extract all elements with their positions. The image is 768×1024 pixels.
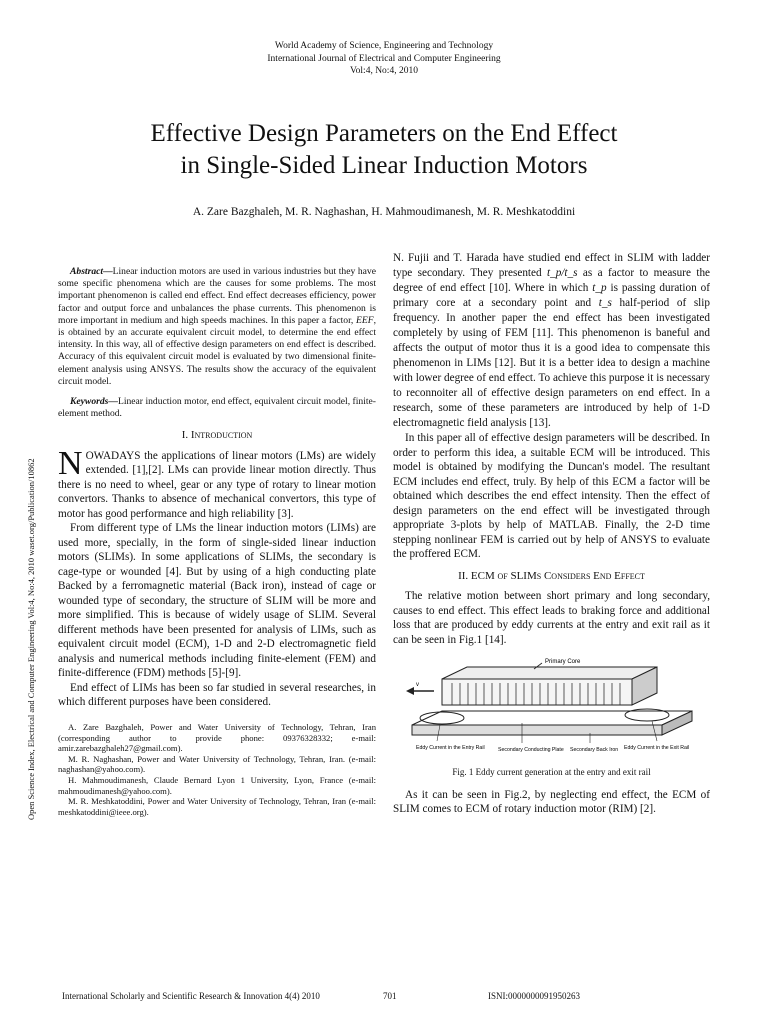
figure-1-caption: Fig. 1 Eddy current generation at the entry and exit rail xyxy=(452,767,651,777)
intro-paragraph-1 xyxy=(58,444,376,522)
footnotes xyxy=(58,722,376,817)
footer-page-number: 701 xyxy=(383,991,397,1001)
intro-paragraph-2: From different type of LMs the linear induction motors (LIMs) are used more, specially, in the form of single-sided linear induction motors (SLIMs). In some applications of SLIMs, the secondary is cage-type or wounded [4]. But by using of a high conducting plate Backed by a ferromagnetic material (Back iron), instead of cage or wounded type of secondary, the structure of SLIM will be more and more simplified. This is because of widely usage of SLIM. Several different methods have been presented for analysis of LIMs, such as equivalent circuit model (ECM), 1-D and 2-D electromagnetic field analysis and numerical methods including finite-element (FEM) and finite-difference (FDM) methods [5]-[9]. xyxy=(58,522,376,680)
label-back-iron: Secondary Back Iron xyxy=(569,747,618,753)
abstract-text-2: , is obtained by an accurate equivalent circuit model, to determine the end effect intensity. In this way, all of effective design parameters on end effect is described. Accuracy of this equivalent circuit model is evaluated by two dimensional finite-element analysis using ANSYS. The results show the accuracy of the equivalent circuit model. xyxy=(58,314,376,387)
footnote-1: A. Zare Bazghaleh, Power and Water University of Technology, Tehran, Iran (corresponding author to provide phone: 09376328332; e-mail: amir.zarebazghaleh27@gmail.com). xyxy=(58,721,376,754)
abstract-dash: — xyxy=(103,266,113,277)
intro-p1-text: OWADAYS the applications of linear motors (LMs) are widely extended. [1],[2]. LMs can provide linear motion directly. Thus there is no need to wheel, gear or any type of rotary to linear motion convertors. Thanks to absence of mechanical convertors, this type of motor has good performance and high reliability [3]. xyxy=(58,449,376,520)
header-line-2: International Journal of Electrical and Computer Engineering xyxy=(267,53,501,64)
side-note: Open Science Index, Electrical and Computer Engineering Vol:4, No:4, 2010 waset.org/Publication/10862 xyxy=(26,458,36,820)
label-conducting-plate: Secondary Conducting Plate xyxy=(497,747,564,753)
intro-paragraph-3: End effect of LIMs has been so far studied in several researches, in which different purposes have been considered. xyxy=(58,681,376,709)
abstract-label: Abstract xyxy=(70,266,104,277)
keywords-text: Linear induction motor, end effect, equivalent circuit model, finite-element method. xyxy=(58,396,376,420)
right-p1d: half-period of slip frequency. In another paper the end effect has been investigated completely by using of FEM [11]. This phenomenon is baneful and affects the output of motor thus it is a good idea to compensate this phenomenon in LIMs [12]. But it is a better idea to design a machine with lower degree of end effect. To achieve this purpose it is necessary to reconnoiter all of effective design parameters on end effect. In a research, some of these parameters are introduced by help of 1-D electromagnetic field analysis [13]. xyxy=(393,297,710,429)
journal-header xyxy=(0,40,768,78)
section-2-title: ECM of SLIMs Considers End Effect xyxy=(470,569,645,582)
right-paragraph-4: As it can be seen in Fig.2, by neglecting end effect, the ECM of SLIM comes to ECM of rotary induction motor (RIM) [2]. xyxy=(393,788,710,815)
header-line-3: Vol:4, No:4, 2010 xyxy=(350,66,418,76)
drop-cap: N xyxy=(58,444,83,482)
authors: A. Zare Bazghaleh, M. R. Naghashan, H. Mahmoudimanesh, M. R. Meshkatoddini xyxy=(192,206,576,218)
title-line-1: Effective Design Parameters on the End Effect xyxy=(150,120,618,147)
right-column xyxy=(393,251,710,817)
right-p1c: is passing duration of primary core at a secondary point and xyxy=(393,282,710,309)
section-2-number: II. xyxy=(458,569,469,582)
paper-title xyxy=(40,118,728,182)
figure-1 xyxy=(402,655,702,761)
footnote-4: M. R. Meshkatoddini, Power and Water University of Technology, Tehran, Iran (e-mail: meshkatoddini@ieee.org). xyxy=(58,796,376,817)
section-1-title: Introduction xyxy=(190,429,253,442)
footnote-2: M. R. Naghashan, Power and Water University of Technology, Tehran, Iran. (e-mail: naghashan@yahoo.com). xyxy=(58,753,376,775)
section-heading-introduction xyxy=(58,428,376,443)
footer-publisher: International Scholarly and Scientific Research & Innovation 4(4) 2010 xyxy=(62,991,320,1001)
right-paragraph-2: In this paper all of effective design parameters will be described. In order to perform this idea, a suitable ECM will be introduced. This model is obtained by modifying the Duncan's model. The resultant ECM includes end effect, truly. By help of this ECM a factor will be obtained which describes the end effect intensity. Then the effect of design parameters on the end effect will be investigated through appropriate 3-plots by help of MATLAB. Finally, the 2-D time stepping nonlinear FEM is carried out by help of ANSYS to evaluate the proffered ECM. xyxy=(393,432,710,560)
section-1-number: I. xyxy=(181,429,189,442)
right-paragraph-1 xyxy=(393,251,710,431)
abstract xyxy=(58,266,376,388)
section-heading-ecm xyxy=(393,569,710,584)
right-p1a: N. Fujii and T. Harada have studied end effect in SLIM with ladder type secondary. They presented xyxy=(393,252,710,279)
right-p1b: as a factor to measure the degree of end effect [10]. Where in which xyxy=(393,267,711,294)
header-line-1: World Academy of Science, Engineering and Technology xyxy=(274,41,494,51)
ts-symbol: t_s xyxy=(598,297,612,309)
tp-symbol: t_p xyxy=(592,282,607,294)
label-velocity: v xyxy=(415,682,419,688)
footer-isni: ISNI:0000000091950263 xyxy=(488,991,580,1001)
keywords-dash: — xyxy=(108,396,118,408)
abstract-text-1: Linear induction motors are used in various industries but they have some specific phenomena which are the causes for some problems. The most important phenomenon is called end effect. End effect decreases efficiency, power factor and output force and unbalances the phase currents. This phenomenon is more important in medium and high speeds machines. In this paper a factor, xyxy=(58,266,376,326)
linear-motor-drawing xyxy=(402,655,702,755)
label-eddy-entry: Eddy Current in the Entry Rail xyxy=(415,745,485,751)
title-line-2: in Single-Sided Linear Induction Motors xyxy=(180,152,588,179)
keywords-label: Keywords xyxy=(70,396,109,408)
ratio-symbol: t_p/t_s xyxy=(547,267,578,279)
label-eddy-exit: Eddy Current in the Exit Rail xyxy=(623,745,689,751)
footnote-3: H. Mahmoudimanesh, Claude Bernard Lyon 1 University, Lyon, France (e-mail: mahmoudimanesh@yahoo.com). xyxy=(58,774,376,796)
label-primary-core: Primary Core xyxy=(544,659,580,665)
left-column xyxy=(58,266,376,817)
keywords xyxy=(58,396,376,420)
abstract-eef: EEF xyxy=(356,314,374,326)
right-paragraph-3: The relative motion between short primary and long secondary, causes to end effect. This effect leads to braking force and additional loss that are produced by eddy currents at the entry and exit rail as it can be seen in Fig.1 [14]. xyxy=(393,590,710,646)
